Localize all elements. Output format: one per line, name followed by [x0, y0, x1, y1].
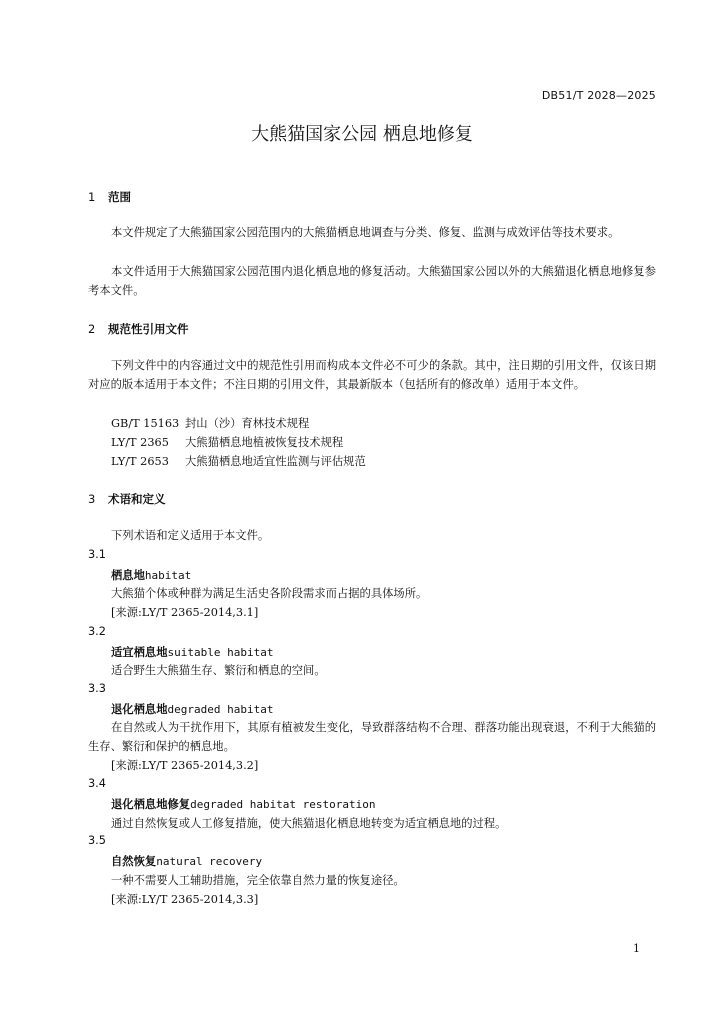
term-definition: 在自然或人为干扰作用下，其原有植被发生变化，导致群落结构不合理、群落功能出现衰退，不利于大熊猫的生存、繁衍和保护的栖息地。: [88, 721, 656, 753]
term-name: [111, 567, 191, 583]
term-number: 3.1: [88, 548, 106, 561]
section-2-paragraph-1: 下列文件中的内容通过文中的规范性引用而构成本文件必不可少的条款。其中，注日期的引用文件，仅该日期对应的版本适用于本文件；不注日期的引用文件，其最新版本（包括所有的修改单）适用于本文件。: [88, 359, 656, 391]
term-name-cn: 适宜栖息地: [111, 646, 168, 659]
reference-code: LY/T 2653: [111, 455, 169, 468]
term-name: [111, 853, 262, 869]
term-name-cn: 退化栖息地修复: [111, 798, 191, 811]
section-3-heading: [88, 491, 166, 507]
term-name-en: habitat: [144, 569, 192, 582]
term-number: 3.5: [88, 834, 106, 847]
page-number: 1: [633, 942, 640, 955]
term-name-en: degraded habitat restoration: [190, 798, 376, 811]
term-name: [111, 644, 273, 660]
section-1-paragraph-2: 本文件适用于大熊猫国家公园范围内退化栖息地的修复活动。大熊猫国家公园以外的大熊猫退化栖息地修复参考本文件。: [88, 265, 656, 297]
term-number: 3.4: [88, 777, 106, 790]
term-name-en: degraded habitat: [167, 703, 274, 716]
reference-code: LY/T 2365: [111, 436, 169, 449]
reference-name: 大熊猫栖息地适宜性监测与评估规范: [185, 455, 366, 468]
term-name-cn: 退化栖息地: [111, 703, 168, 716]
term-number: 3.2: [88, 625, 106, 638]
term-name-en: suitable habitat: [167, 646, 274, 659]
section-title: 范围: [108, 190, 131, 204]
reference-item: [111, 414, 309, 433]
section-title: 规范性引用文件: [108, 322, 189, 336]
term-name-en: natural recovery: [156, 855, 263, 868]
reference-code: GB/T 15163: [111, 417, 180, 430]
document-title: 大熊猫国家公园 栖息地修复: [251, 124, 473, 145]
term-source: [来源:LY/T 2365-2014,3.3]: [111, 893, 259, 906]
term-definition: 大熊猫个体或种群为满足生活史各阶段需求而占据的具体场所。: [111, 587, 428, 600]
section-number: 3: [88, 492, 96, 506]
term-definition: 适合野生大熊猫生存、繁衍和栖息的空间。: [111, 664, 326, 677]
reference-item: [111, 452, 366, 471]
section-1-heading: [88, 189, 131, 205]
section-number: 2: [88, 322, 96, 336]
section-3-intro: 下列术语和定义适用于本文件。: [111, 529, 270, 542]
term-name: [111, 796, 376, 812]
term-source: [来源:LY/T 2365-2014,3.2]: [111, 759, 259, 772]
section-2-heading: [88, 321, 189, 337]
reference-item: [111, 433, 343, 452]
term-definition: 一种不需要人工辅助措施，完全依靠自然力量的恢复途径。: [111, 874, 405, 887]
term-source: [来源:LY/T 2365-2014,3.1]: [111, 606, 259, 619]
term-number: 3.3: [88, 682, 106, 695]
term-name-cn: 栖息地: [111, 569, 145, 582]
term-name: [111, 701, 273, 717]
standard-code: DB51/T 2028—2025: [541, 89, 656, 102]
section-1-paragraph-1: 本文件规定了大熊猫国家公园范围内的大熊猫栖息地调查与分类、修复、监测与成效评估等技术要求。: [111, 226, 620, 239]
reference-name: 封山（沙）育林技术规程: [185, 417, 310, 430]
section-number: 1: [88, 190, 96, 204]
term-name-cn: 自然恢复: [111, 855, 157, 868]
section-title: 术语和定义: [108, 492, 166, 506]
term-definition: 通过自然恢复或人工修复措施，使大熊猫退化栖息地转变为适宜栖息地的过程。: [111, 817, 507, 830]
reference-name: 大熊猫栖息地植被恢复技术规程: [185, 436, 344, 449]
